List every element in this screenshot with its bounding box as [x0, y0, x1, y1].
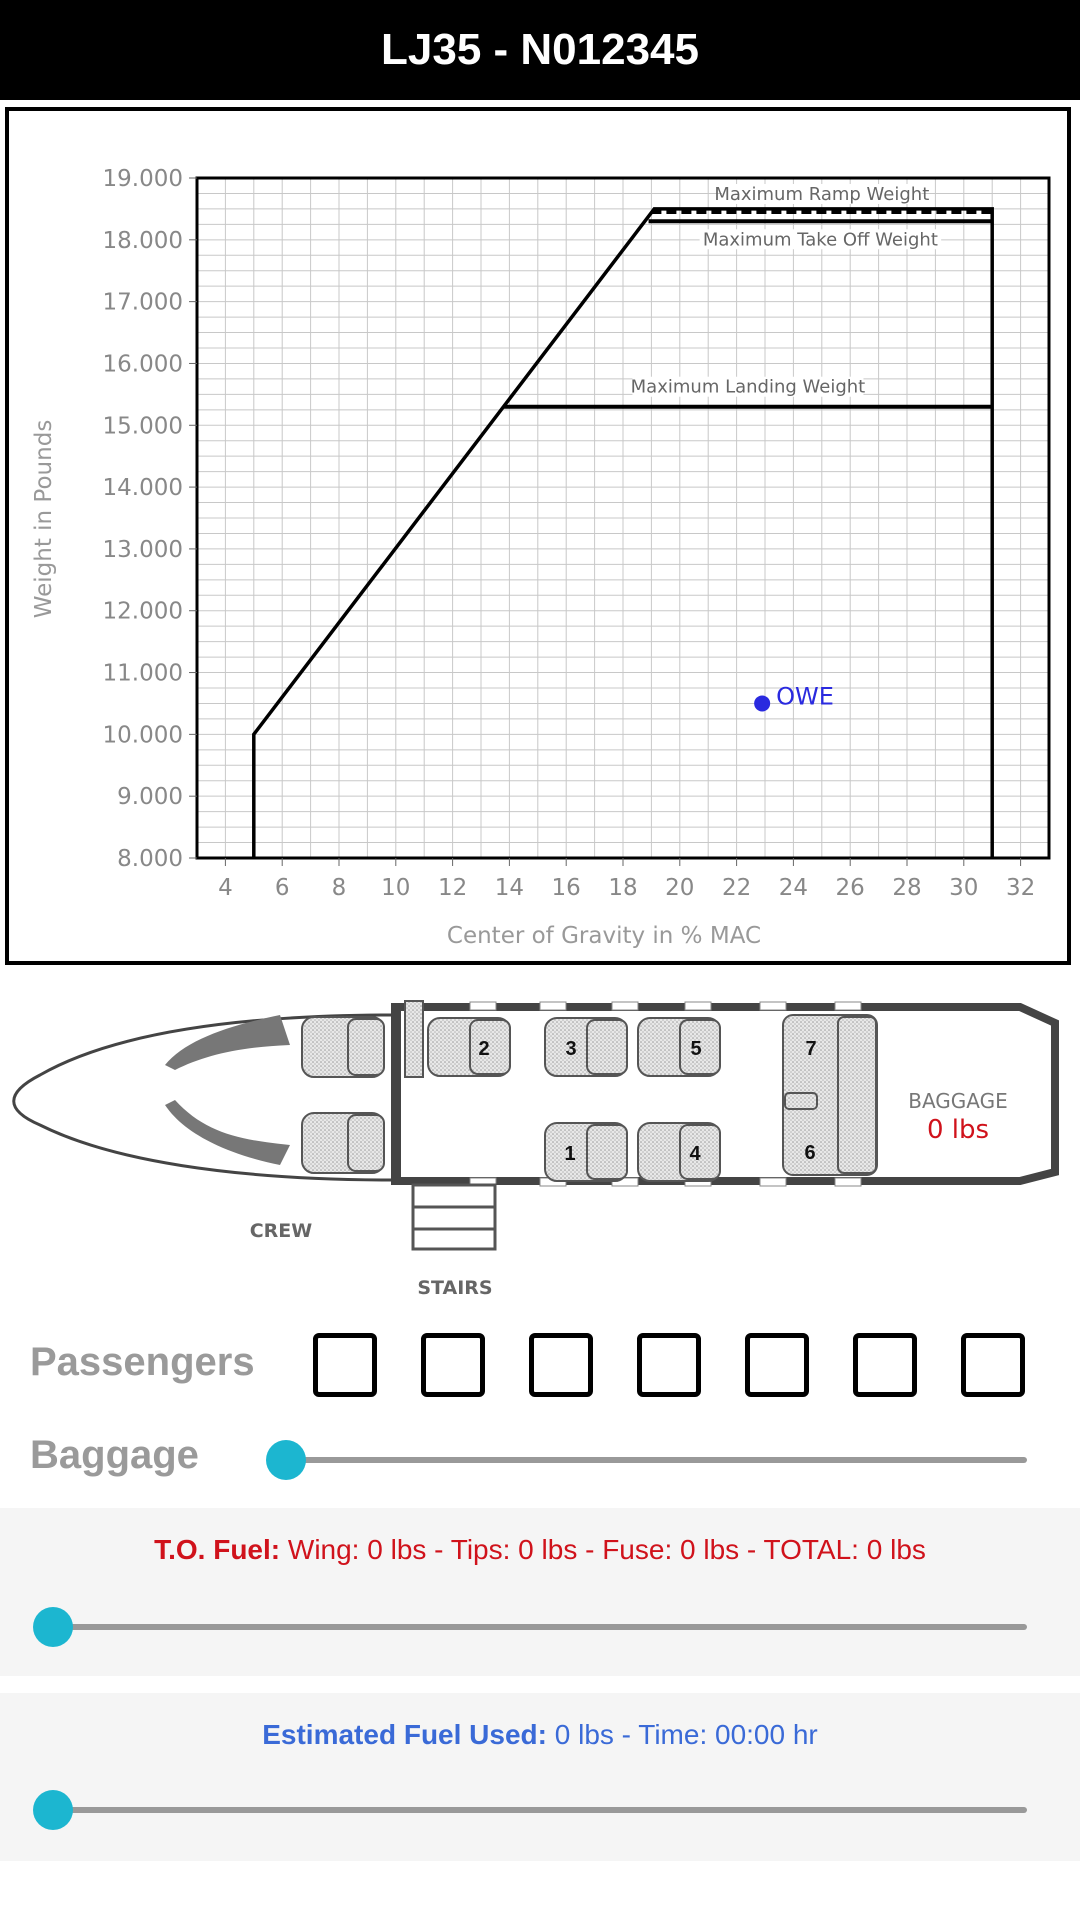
passenger-checkbox-5[interactable]	[745, 1333, 809, 1397]
page-title: LJ35 - N012345	[381, 25, 699, 74]
y-tick-label: 9.000	[117, 784, 183, 811]
y-axis-label: Weight in Pounds	[31, 419, 57, 619]
x-tick-label: 30	[949, 875, 979, 901]
owe-point-label: OWE	[776, 682, 834, 711]
cg-envelope-chart	[5, 107, 1071, 965]
passenger-checkbox-7[interactable]	[961, 1333, 1025, 1397]
baggage-label: Baggage	[30, 1433, 199, 1477]
takeoff-fuel-slider-thumb[interactable]	[33, 1607, 73, 1647]
owe-point	[754, 695, 770, 711]
maximum-landing-weight-label: Maximum Landing Weight	[630, 376, 866, 398]
seat-number-5: 5	[690, 1038, 702, 1060]
seat-number-7: 7	[805, 1038, 817, 1060]
x-tick-label: 10	[381, 875, 411, 901]
y-tick-label: 19.000	[102, 166, 183, 192]
seat-number-4: 4	[689, 1143, 701, 1165]
x-axis-label: Center of Gravity in % MAC	[446, 923, 762, 949]
app-title-bar	[0, 0, 1080, 100]
galley	[405, 1001, 423, 1077]
passenger-checkbox-3[interactable]	[529, 1333, 593, 1397]
x-tick-label: 14	[494, 875, 525, 901]
y-tick-label: 8.000	[117, 846, 183, 872]
fuel-used-summary	[0, 1719, 1080, 1751]
x-tick-label: 22	[721, 875, 752, 901]
baggage-slider-track[interactable]	[285, 1457, 1027, 1463]
passenger-checkbox-1[interactable]	[313, 1333, 377, 1397]
x-tick-label: 28	[892, 875, 922, 901]
y-tick-label: 10.000	[102, 722, 183, 749]
takeoff-fuel-summary	[0, 1534, 1080, 1566]
seat-number-2: 2	[478, 1038, 490, 1060]
takeoff-fuel-panel	[0, 1508, 1080, 1676]
x-tick-label: 26	[835, 875, 865, 901]
chart-points	[754, 682, 834, 711]
x-tick-label: 8	[331, 875, 347, 901]
cabin-layout-diagram	[0, 985, 1080, 1305]
y-tick-label: 14.000	[102, 475, 183, 502]
crew-label: CREW	[249, 1220, 313, 1242]
y-tick-label: 15.000	[102, 413, 183, 440]
chart-grid	[197, 178, 1049, 858]
x-tick-label: 12	[437, 875, 468, 901]
fuel-used-slider-thumb[interactable]	[33, 1790, 73, 1830]
passenger-checkbox-4[interactable]	[637, 1333, 701, 1397]
takeoff-fuel-values: Wing: 0 lbs - Tips: 0 lbs - Fuse: 0 lbs - TOTAL: 0 lbs	[280, 1534, 926, 1565]
y-tick-label: 12.000	[102, 598, 183, 625]
fuel-used-values: 0 lbs - Time: 00:00 hr	[546, 1719, 818, 1750]
stairs-label: STAIRS	[417, 1277, 493, 1299]
baggage-compartment-value: 0 lbs	[926, 1115, 990, 1145]
x-tick-label: 18	[608, 875, 638, 901]
fuel-used-slider-track[interactable]	[54, 1807, 1027, 1813]
x-tick-label: 24	[778, 875, 809, 901]
maximum-ramp-weight-label: Maximum Ramp Weight	[714, 184, 930, 205]
stairs	[413, 1185, 495, 1249]
baggage-slider-thumb[interactable]	[266, 1440, 306, 1480]
takeoff-fuel-slider-track[interactable]	[54, 1624, 1027, 1630]
passenger-checkbox-2[interactable]	[421, 1333, 485, 1397]
passenger-checkbox-6[interactable]	[853, 1333, 917, 1397]
y-tick-label: 18.000	[102, 227, 183, 254]
x-tick-label: 6	[274, 875, 290, 901]
baggage-compartment-label: BAGGAGE	[908, 1089, 1008, 1113]
seat-number-3: 3	[565, 1038, 577, 1060]
takeoff-fuel-label: T.O. Fuel:	[154, 1534, 281, 1565]
seat-number-1: 1	[564, 1143, 576, 1165]
x-tick-label: 4	[218, 875, 233, 901]
fuel-used-panel	[0, 1693, 1080, 1861]
y-tick-label: 16.000	[102, 351, 183, 378]
fuel-used-label: Estimated Fuel Used:	[262, 1719, 547, 1750]
seat-number-6: 6	[804, 1142, 816, 1164]
passengers-label: Passengers	[30, 1340, 255, 1384]
cg-chart-svg	[9, 111, 1067, 961]
chart-limit-lines	[504, 184, 992, 407]
x-tick-label: 32	[1005, 875, 1036, 901]
x-tick-label: 16	[551, 875, 581, 901]
y-tick-label: 13.000	[102, 536, 183, 563]
y-tick-label: 17.000	[102, 289, 183, 316]
maximum-take-off-weight-label: Maximum Take Off Weight	[702, 229, 938, 251]
y-tick-label: 11.000	[102, 660, 183, 687]
x-tick-label: 20	[665, 875, 695, 901]
